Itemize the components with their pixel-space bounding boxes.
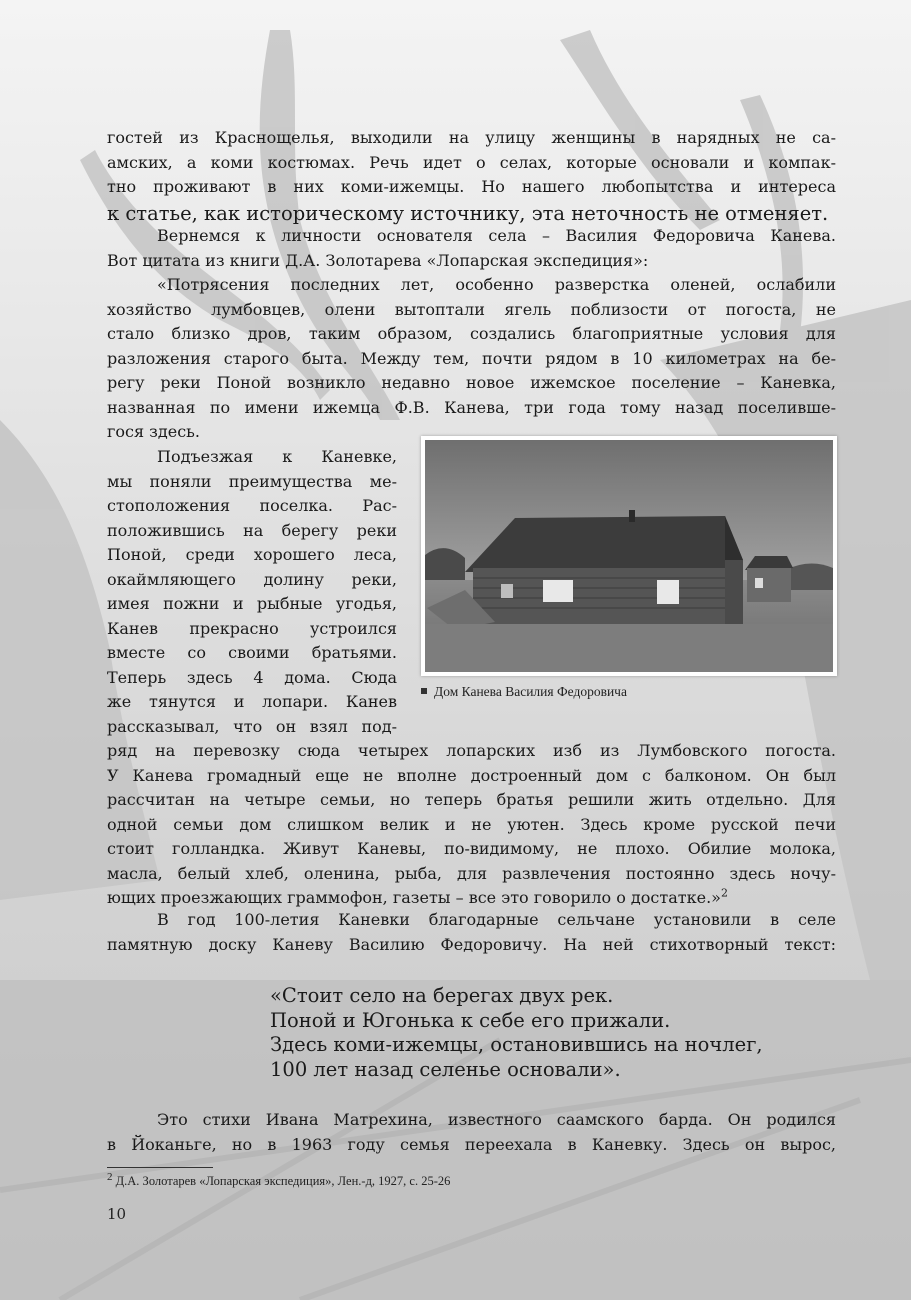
poem-line: Поной и Югонька к себе его прижали. [270,1008,671,1032]
text-line: регу реки Поной возникло недавно новое ижемское поселение – Каневка, [107,373,836,392]
text-line: рассчитан на четыре семьи, но теперь братья решили жить отдельно. Для [107,790,836,809]
text-line: гося здесь. [107,422,200,441]
paragraph-3 [107,275,836,441]
text-line: окаймляющего долину реки, [107,569,397,589]
text-line: ряд на перевозку сюда четырех лопарских изб из Лумбовского погоста. [107,741,836,760]
text-line: к статье, как историческому источнику, эта неточность не отменяет. [107,201,829,225]
text-line [107,888,836,907]
text-line: хозяйство лумбовцев, олени вытоптали ягель поблизости от погоста, не [107,299,836,319]
house-photo [421,436,837,676]
text-line-content: ющих проезжающих граммофон, газеты – все это говорило о достатке.» [107,888,721,907]
text-line: Вернемся к личности основателя села – Василия Федоровича Канева. [157,226,836,245]
paragraph-4-continued [107,741,836,907]
text-line: масла, белый хлеб, оленина, рыба, для развлечения постоянно здесь ночу- [107,863,836,883]
text-line: Поной, среди хорошего леса, [107,545,397,564]
text-line: амских, а коми костюмах. Речь идет о селах, которые основали и компак- [107,152,836,172]
house-photo-image [425,440,833,672]
text-line: стоит голландка. Живут Каневы, по-видимому, не плохо. Обилие молока, [107,839,836,858]
text-line: мы поняли преимущества ме- [107,471,397,491]
text-line: У Канева громадный еще не вполне достроенный дом с балконом. Он был [107,765,836,785]
text-line: Подъезжая к Каневке, [157,447,397,466]
paragraph-1 [107,128,836,225]
photo-caption-text: Дом Канева Василия Федоровича [434,684,627,699]
text-line: тно проживают в них коми-ижемцы. Но нашего любопытства и интереса [107,177,836,196]
text-line: стоположения поселка. Рас- [107,496,397,515]
paragraph-2 [107,226,836,270]
footnote-text: Д.А. Золотарев «Лопарская экспедиция», Лен.-д, 1927, с. 25-26 [115,1174,451,1188]
text-line: В год 100-летия Каневки благодарные сельчане установили в селе [157,910,836,929]
paragraph-6 [107,1110,836,1159]
text-line: Это стихи Ивана Матрехина, известного саамского барда. Он родился [157,1110,836,1129]
text-line: имея пожни и рыбные угодья, [107,594,397,613]
footnote [107,1170,451,1189]
text-line: же тянутся и лопари. Канев [107,692,397,711]
poem [270,984,763,1082]
footnote-number: 2 [107,1170,113,1183]
text-line: стало близко дров, таким образом, создались благоприятные условия для [107,324,836,343]
text-line: Вот цитата из книги Д.А. Золотарева «Лопарская экспедиция»: [107,250,649,270]
page-number: 10 [107,1205,127,1223]
text-line: рассказывал, что он взял под- [107,716,397,736]
footnote-divider [107,1167,213,1168]
text-line: гостей из Краснощелья, выходили на улицу женщины в нарядных не са- [107,128,836,147]
paragraph-5 [107,910,836,959]
text-line: вместе со своими братьями. [107,643,397,662]
text-line: разложения старого быта. Между тем, почти рядом в 10 километрах на бе- [107,348,836,368]
poem-line: «Стоит село на берегах двух рек. [270,984,614,1007]
footnote-mark[interactable]: 2 [720,886,728,900]
poem-line: 100 лет назад селенье основали». [270,1057,621,1081]
text-line: названная по имени ижемца Ф.В. Канева, три года тому назад поселивше- [107,397,836,417]
text-line: в Йоканьге, но в 1963 году семья переехала в Каневку. Здесь он вырос, [107,1134,836,1154]
poem-line: Здесь коми-ижемцы, остановившись на ночлег, [270,1033,763,1056]
text-line: памятную доску Каневу Василию Федоровичу. На ней стихотворный текст: [107,934,836,954]
text-line: Теперь здесь 4 дома. Сюда [107,667,397,687]
text-line: положившись на берегу реки [107,520,397,540]
paragraph-4-wrapped [107,447,397,741]
text-line: Канев прекрасно устроился [107,618,397,638]
photo-caption [421,684,627,700]
text-line: «Потрясения последних лет, особенно разверстка оленей, ослабили [157,275,836,294]
text-line: одной семьи дом слишком велик и не уютен. Здесь кроме русской печи [107,814,836,834]
bullet-square-icon [421,688,427,694]
